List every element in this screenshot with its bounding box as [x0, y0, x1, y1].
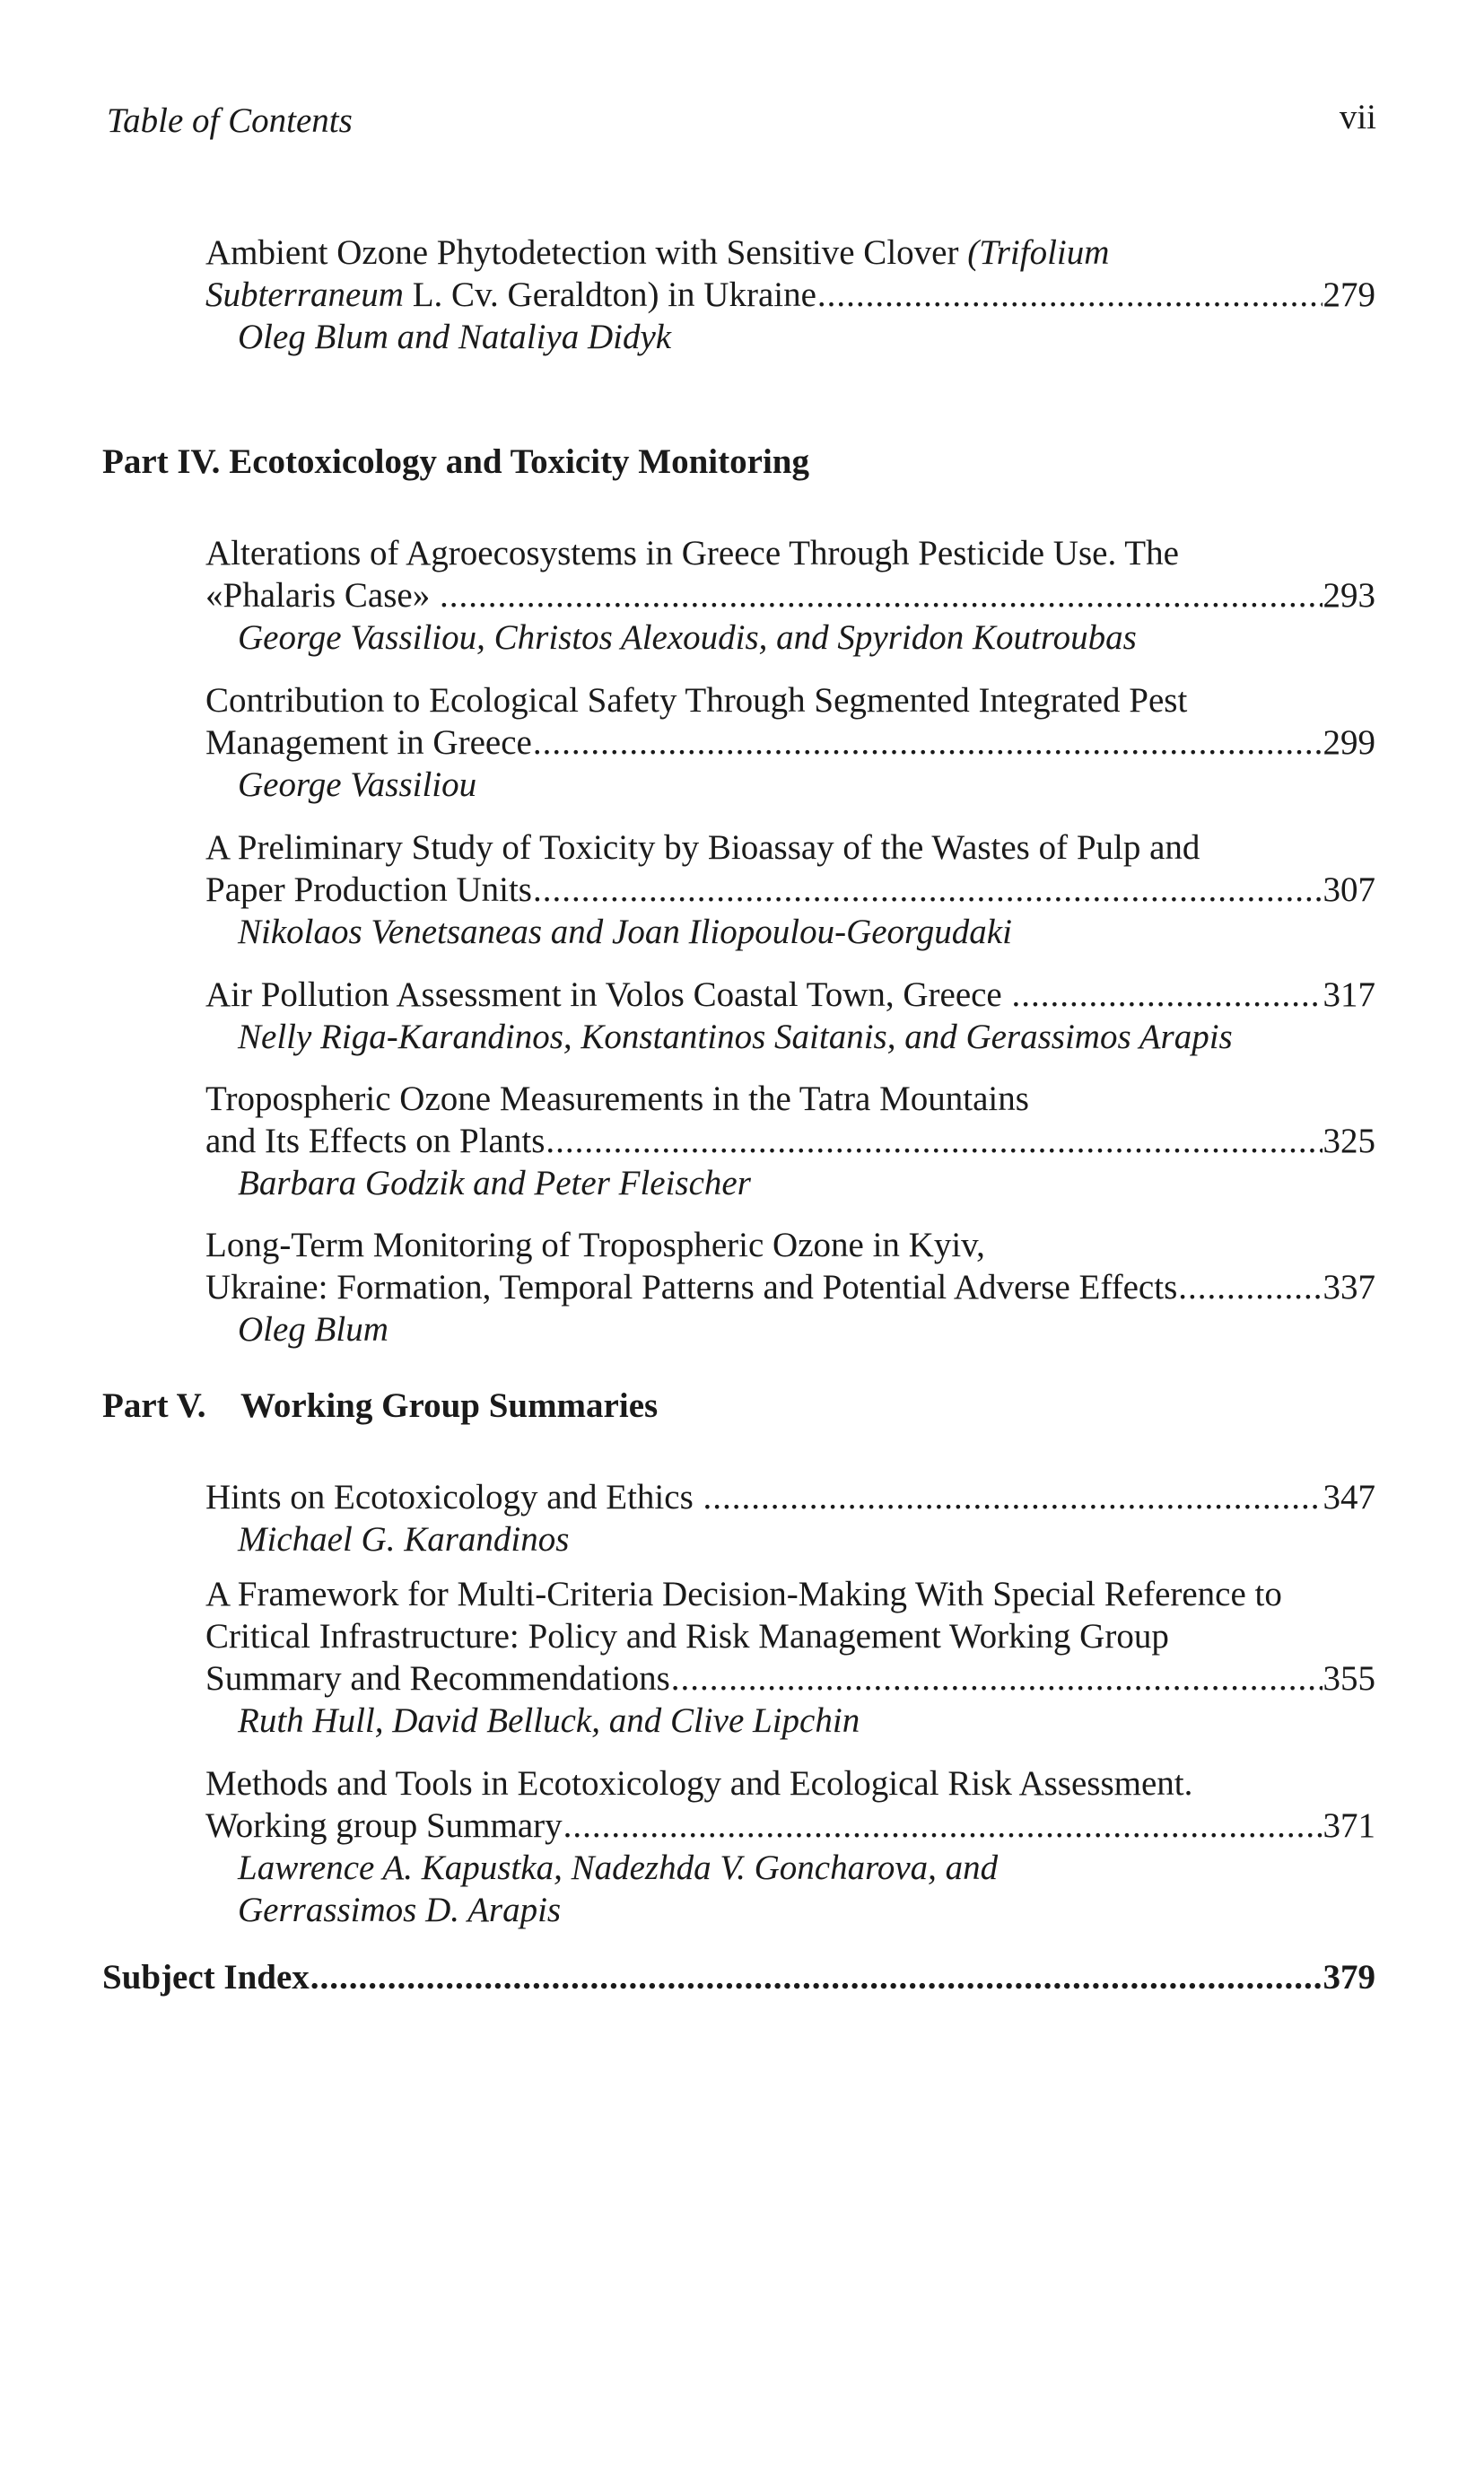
toc-entry-ambient-ozone[interactable]	[205, 232, 1375, 358]
toc-entry[interactable]	[205, 532, 1375, 659]
toc-entry[interactable]	[205, 1762, 1375, 1931]
toc-entry-subject-index[interactable]	[102, 1956, 1375, 1998]
entry-page-number: 279	[1323, 275, 1375, 314]
entry-page-number: 337	[1323, 1268, 1375, 1307]
toc-entry[interactable]	[205, 1224, 1375, 1350]
entry-title-last-line: Ukraine: Formation, Temporal Patterns and Potential Adverse Effects ..... 337	[205, 1266, 1375, 1308]
entry-authors: Nikolaos Venetsaneas and Joan Iliopoulou-Georgudaki	[238, 913, 1012, 951]
toc-entry[interactable]	[205, 1476, 1375, 1560]
dot-leader	[671, 1657, 1323, 1700]
dot-leader	[440, 574, 1323, 616]
entry-title-line: Critical Infrastructure: Policy and Risk Management Working Group	[205, 1617, 1169, 1656]
entry-page-number: 317	[1323, 975, 1375, 1014]
toc-entry[interactable]	[205, 1078, 1375, 1204]
entry-title-line: Long-Term Monitoring of Tropospheric Ozone in Kyiv,	[205, 1226, 985, 1264]
entry-page-number: 371	[1323, 1806, 1375, 1845]
entry-authors: Barbara Godzik and Peter Fleischer	[238, 1164, 751, 1202]
entry-authors: Lawrence A. Kapustka, Nadezhda V. Goncharova, and	[238, 1849, 999, 1887]
dot-leader	[546, 1120, 1322, 1162]
entry-authors: Ruth Hull, David Belluck, and Clive Lipchin	[238, 1701, 860, 1740]
toc-entry[interactable]	[205, 974, 1375, 1058]
entry-authors: George Vassiliou, Christos Alexoudis, and Spyridon Koutroubas	[238, 618, 1137, 657]
entry-title-line: A Preliminary Study of Toxicity by Bioassay of the Wastes of Pulp and	[205, 828, 1200, 867]
entry-page-number: 307	[1323, 870, 1375, 909]
toc-entry[interactable]	[205, 826, 1375, 953]
subject-index-label: Subject Index	[102, 1958, 310, 1997]
dot-leader	[817, 274, 1323, 316]
part-heading-v: Part V. Working Group Summaries	[102, 1386, 659, 1425]
dot-leader	[533, 869, 1323, 911]
entry-title-last-line: Air Pollution Assessment in Volos Coastal Town, Greece ..... 317	[205, 974, 1375, 1016]
entry-authors: Oleg Blum	[238, 1310, 388, 1349]
toc-entry[interactable]	[205, 679, 1375, 806]
dot-leader	[703, 1476, 1323, 1518]
toc-entry[interactable]	[205, 1573, 1375, 1742]
entry-authors: Gerrassimos D. Arapis	[238, 1891, 562, 1929]
part-heading-iv: Part IV. Ecotoxicology and Toxicity Monitoring	[102, 442, 809, 481]
entry-title-last-line: Hints on Ecotoxicology and Ethics ..... 347	[205, 1476, 1375, 1518]
entry-title-last-line: Working group Summary ..... 371	[205, 1805, 1375, 1847]
entry-authors: George Vassiliou	[238, 765, 477, 804]
dot-leader	[310, 1956, 1323, 1998]
dot-leader	[563, 1805, 1323, 1847]
entry-title-last-line: and Its Effects on Plants ..... 325	[205, 1120, 1375, 1162]
entry-title-last-line: Summary and Recommendations ..... 355	[205, 1657, 1375, 1700]
entry-page-number: 347	[1323, 1478, 1375, 1516]
entry-title-line: Ambient Ozone Phytodetection with Sensitive Clover (Trifolium	[205, 233, 1110, 272]
entry-authors: Michael G. Karandinos	[238, 1520, 570, 1559]
entry-page-number: 293	[1323, 576, 1375, 615]
entry-title-line: Contribution to Ecological Safety Through Segmented Integrated Pest	[205, 681, 1188, 720]
dot-leader	[1178, 1266, 1322, 1308]
running-head-title: Table of Contents	[107, 101, 353, 140]
entry-title-last-line: Paper Production Units ..... 307	[205, 869, 1375, 911]
dot-leader	[1012, 974, 1323, 1016]
dot-leader	[533, 721, 1323, 764]
entry-title-line: A Framework for Multi-Criteria Decision-Making With Special Reference to	[205, 1575, 1282, 1613]
entry-page-number: 299	[1323, 723, 1375, 762]
entry-title-line: Tropospheric Ozone Measurements in the Tatra Mountains	[205, 1079, 1029, 1118]
entry-title-line: Alterations of Agroecosystems in Greece Through Pesticide Use. The	[205, 534, 1179, 572]
entry-authors: Nelly Riga-Karandinos, Konstantinos Saitanis, and Gerassimos Arapis	[238, 1018, 1233, 1056]
subject-index-page: 379	[1323, 1958, 1375, 1997]
entry-page-number: 325	[1323, 1122, 1375, 1160]
entry-title-line: Methods and Tools in Ecotoxicology and Ecological Risk Assessment.	[205, 1764, 1193, 1803]
entry-title-last-line: Subterraneum L. Cv. Geraldton) in Ukraine ..... 279	[205, 274, 1375, 316]
entry-title-last-line: «Phalaris Case» ..... 293	[205, 574, 1375, 616]
entry-title-last-line: Management in Greece ..... 299	[205, 721, 1375, 764]
page-number: vii	[1339, 98, 1376, 136]
entry-page-number: 355	[1323, 1659, 1375, 1698]
entry-authors: Oleg Blum and Nataliya Didyk	[238, 318, 672, 356]
